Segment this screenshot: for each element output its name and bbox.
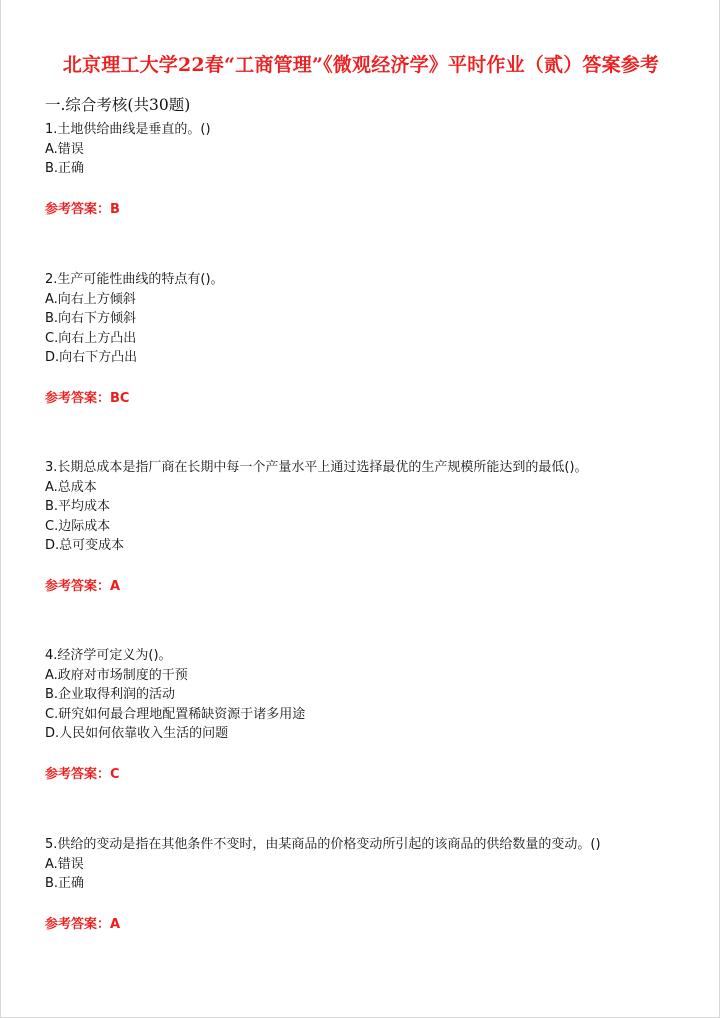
option-b: B.正确 bbox=[45, 161, 85, 176]
answer-line bbox=[45, 200, 685, 219]
answer-value: BC bbox=[110, 390, 130, 406]
option-a: A.向右上方倾斜 bbox=[45, 291, 136, 307]
question-stem: 3.长期总成本是指厂商在长期中每一个产量水平上通过选择最优的生产规模所能达到的最低()。 bbox=[45, 460, 588, 475]
document-title: 北京理工大学22春“工商管理”《微观经济学》平时作业（贰）答案参考 bbox=[62, 54, 660, 76]
answer-label: 参考答案： bbox=[45, 916, 111, 932]
answer-label: 参考答案： bbox=[45, 766, 111, 782]
option-b: B.正确 bbox=[45, 876, 85, 891]
answer-label: 参考答案： bbox=[45, 390, 111, 406]
answer-value: A bbox=[110, 916, 121, 932]
option-b: B.平均成本 bbox=[45, 499, 111, 514]
question-4 bbox=[45, 646, 685, 784]
answer-label: 参考答案： bbox=[45, 201, 111, 217]
option-c: C.研究如何最合理地配置稀缺资源于诸多用途 bbox=[45, 706, 306, 722]
question-5 bbox=[45, 835, 685, 934]
answer-line bbox=[45, 389, 685, 408]
option-a: A.错误 bbox=[45, 856, 84, 872]
answer-value: B bbox=[110, 201, 120, 217]
option-a: A.政府对市场制度的干预 bbox=[45, 667, 188, 683]
question-stem: 2.生产可能性曲线的特点有()。 bbox=[45, 272, 224, 287]
answer-line bbox=[45, 915, 685, 934]
question-stem: 4.经济学可定义为()。 bbox=[45, 648, 172, 663]
question-stem: 5.供给的变动是指在其他条件不变时，由某商品的价格变动所引起的该商品的供给数量的变动。() bbox=[45, 837, 601, 852]
option-c: C.边际成本 bbox=[45, 518, 111, 534]
option-d: D.人民如何依靠收入生活的问题 bbox=[45, 726, 229, 741]
answer-line bbox=[45, 765, 685, 784]
answer-line bbox=[45, 577, 685, 596]
option-a: A.错误 bbox=[45, 141, 84, 157]
option-b: B.企业取得利润的活动 bbox=[45, 687, 176, 702]
question-stem: 1.土地供给曲线是垂直的。() bbox=[45, 122, 211, 137]
question-3 bbox=[45, 458, 685, 596]
question-1 bbox=[45, 120, 685, 219]
option-c: C.向右上方凸出 bbox=[45, 330, 137, 346]
option-d: D.总可变成本 bbox=[45, 538, 125, 553]
answer-label: 参考答案： bbox=[45, 578, 111, 594]
option-d: D.向右下方凸出 bbox=[45, 350, 138, 365]
answer-value: C bbox=[110, 766, 120, 782]
answer-value: A bbox=[110, 578, 121, 594]
section-heading: 一.综合考核(共30题) bbox=[45, 96, 191, 114]
option-b: B.向右下方倾斜 bbox=[45, 311, 137, 326]
question-2 bbox=[45, 270, 685, 408]
option-a: A.总成本 bbox=[45, 479, 97, 495]
